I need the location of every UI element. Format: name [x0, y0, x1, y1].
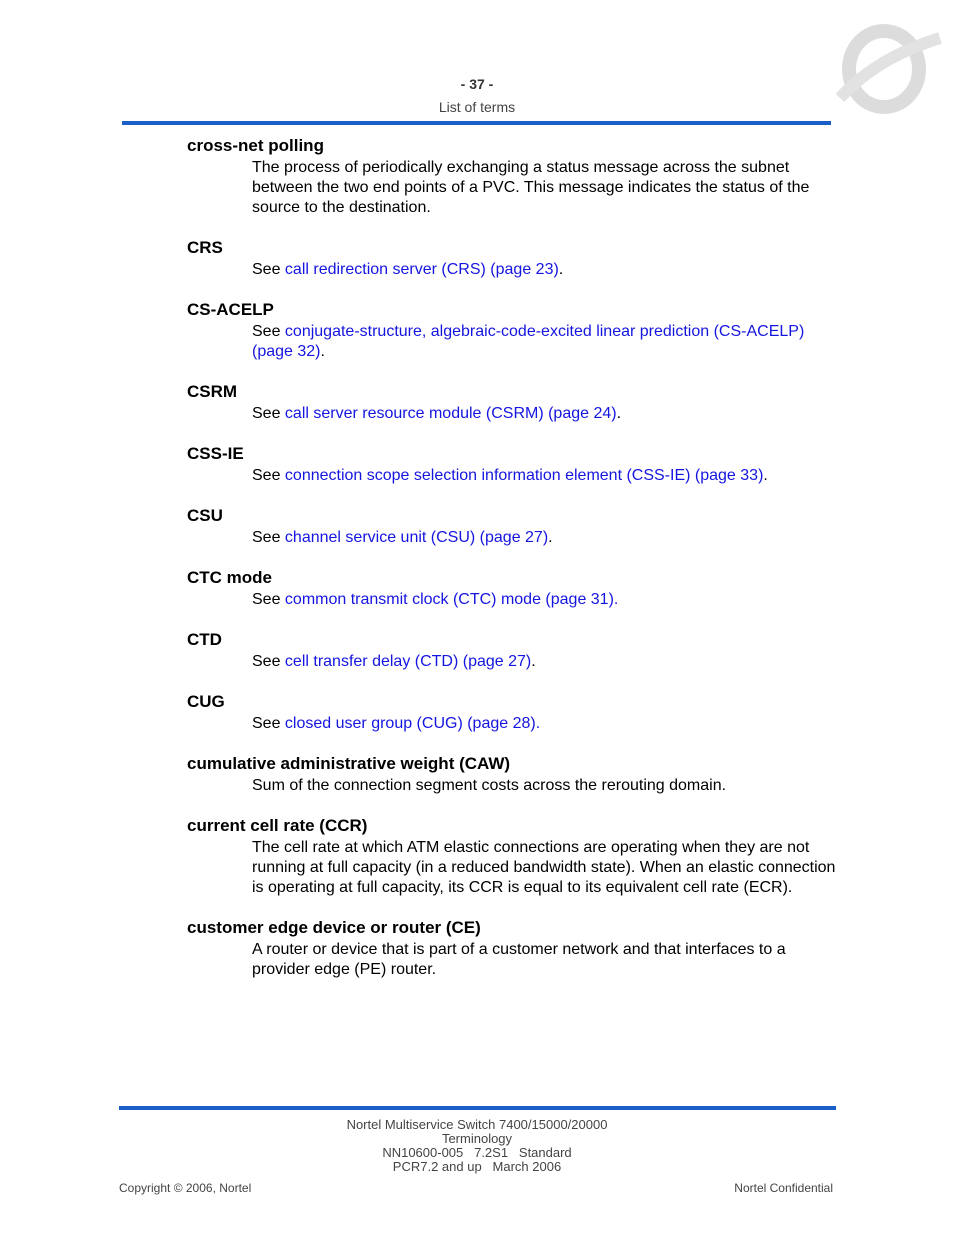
term-heading: CSU — [187, 506, 223, 525]
page-number: - 37 - — [460, 76, 494, 92]
term-definition: The process of periodically exchanging a status message across the subnet between the two end points of a PVC. This message indicates the status of the source to the destination. — [252, 159, 810, 216]
cross-reference-link[interactable]: channel service unit (CSU) (page 27) — [284, 529, 549, 546]
document-title: Terminology — [441, 1131, 513, 1146]
glossary-entry — [187, 691, 837, 734]
term-definition: A router or device that is part of a customer network and that interfaces to a provider edge (PE) router. — [252, 941, 786, 978]
term-definition — [252, 466, 837, 486]
term-heading: cumulative administrative weight (CAW) — [187, 754, 511, 773]
term-heading: CS-ACELP — [187, 300, 274, 319]
cross-reference-link[interactable]: connection scope selection information element (CSS-IE) (page 33) — [284, 467, 764, 484]
term-definition — [252, 590, 837, 610]
see-text: See — [252, 653, 285, 670]
term-heading: cross-net polling — [187, 136, 324, 155]
term-heading: CTC mode — [187, 568, 272, 587]
punctuation: . — [531, 653, 536, 670]
punctuation: . — [763, 467, 768, 484]
glossary-entry — [187, 443, 837, 486]
glossary-entry — [187, 381, 837, 424]
glossary-entry — [187, 629, 837, 672]
header-rule — [122, 121, 831, 125]
cross-reference-link[interactable]: common transmit clock (CTC) mode (page 31). — [284, 591, 619, 608]
term-definition — [252, 322, 837, 362]
term-heading: CTD — [187, 630, 222, 649]
glossary-entry — [187, 505, 837, 548]
document-number: NN10600-005 7.2S1 Standard — [382, 1145, 572, 1160]
glossary-entry — [187, 135, 837, 218]
cross-reference-link[interactable]: call server resource module (CSRM) (page 24) — [284, 405, 617, 422]
cross-reference-link[interactable]: cell transfer delay (CTD) (page 27) — [284, 653, 532, 670]
product-name: Nortel Multiservice Switch 7400/15000/20000 — [346, 1117, 608, 1132]
see-text: See — [252, 467, 285, 484]
glossary-entry — [187, 753, 837, 796]
release-date: PCR7.2 and up March 2006 — [392, 1159, 562, 1174]
cross-reference-link[interactable]: closed user group (CUG) (page 28). — [284, 715, 541, 732]
see-text: See — [252, 715, 285, 732]
term-heading: customer edge device or router (CE) — [187, 918, 481, 937]
cross-reference-link[interactable]: call redirection server (CRS) (page 23) — [284, 261, 559, 278]
glossary-entry — [187, 237, 837, 280]
confidentiality-notice: Nortel Confidential — [734, 1181, 833, 1195]
term-heading: CUG — [187, 692, 225, 711]
punctuation: . — [548, 529, 553, 546]
see-text: See — [252, 529, 285, 546]
punctuation: . — [616, 405, 622, 422]
term-definition — [252, 528, 837, 548]
term-definition: The cell rate at which ATM elastic connections are operating when they are not running at full capacity (in a reduced bandwidth state). When an elastic connection is operating at full capacity, its CCR is equal to its equivalent cell rate (ECR). — [252, 839, 836, 896]
document-info — [0, 1118, 954, 1174]
term-definition — [252, 404, 837, 424]
term-definition — [252, 652, 837, 672]
see-text: See — [252, 261, 285, 278]
term-heading: CSS-IE — [187, 444, 244, 463]
punctuation: . — [558, 261, 564, 278]
section-title: List of terms — [438, 99, 516, 115]
glossary-list — [187, 135, 837, 999]
term-definition — [252, 260, 837, 280]
glossary-entry — [187, 815, 837, 898]
copyright-notice: Copyright © 2006, Nortel — [119, 1181, 252, 1195]
term-heading: CRS — [187, 238, 223, 257]
cross-reference-link[interactable]: conjugate-structure, algebraic-code-excited linear prediction (CS-ACELP) (page 32) — [252, 323, 805, 360]
term-heading: current cell rate (CCR) — [187, 816, 368, 835]
term-definition: Sum of the connection segment costs across the rerouting domain. — [252, 777, 727, 794]
glossary-entry — [187, 299, 837, 362]
see-text: See — [252, 591, 285, 608]
term-definition — [252, 714, 837, 734]
see-text: See — [252, 405, 285, 422]
footer-rule — [119, 1106, 836, 1110]
glossary-entry — [187, 567, 837, 610]
see-text: See — [252, 323, 285, 340]
punctuation: . — [320, 343, 325, 360]
term-heading: CSRM — [187, 382, 238, 401]
glossary-entry — [187, 917, 837, 980]
